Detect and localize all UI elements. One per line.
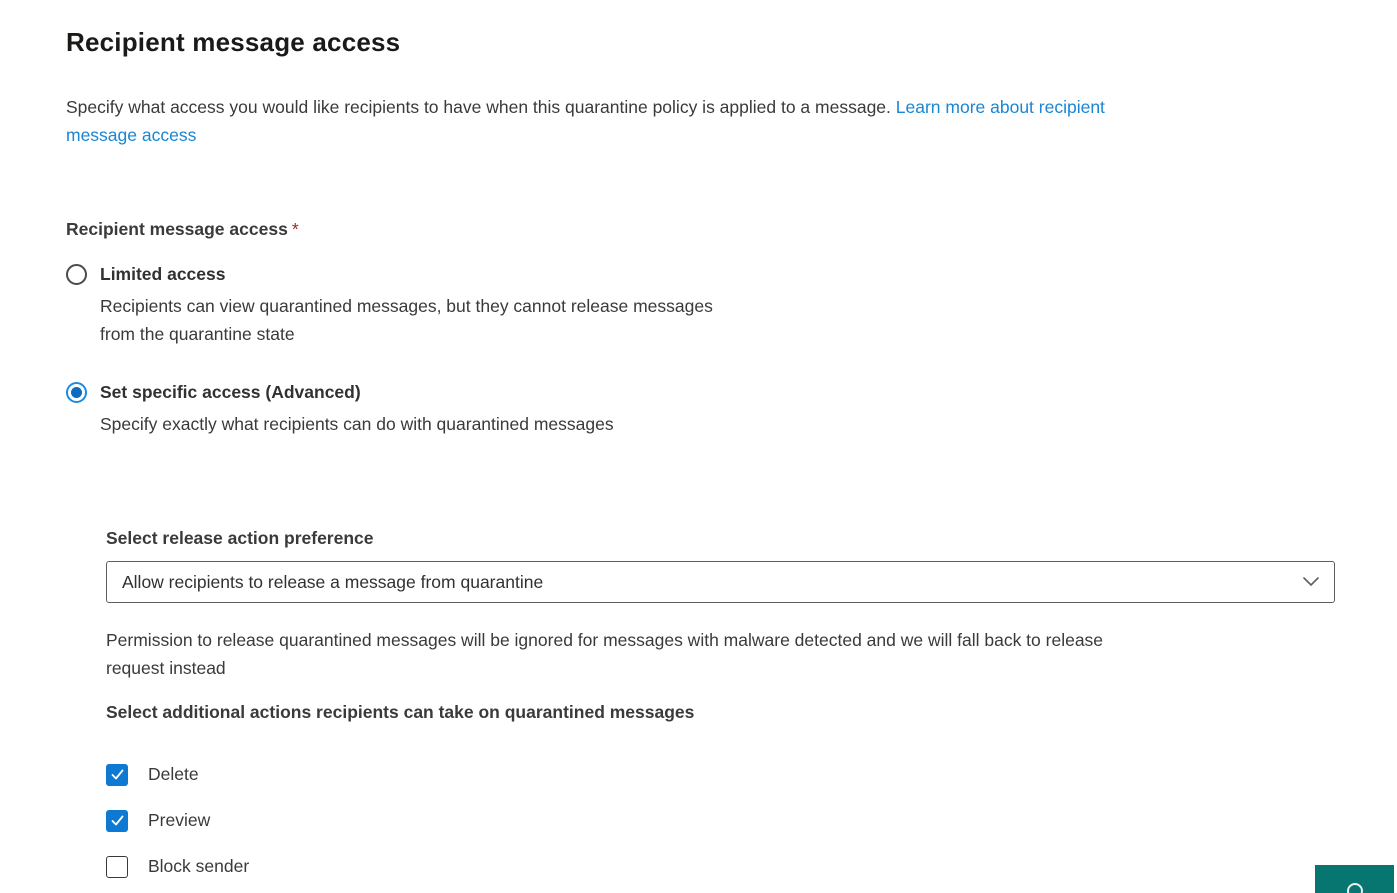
checkbox-row-preview[interactable] [106,810,1397,832]
radio-set-specific-access-label[interactable]: Set specific access (Advanced) [100,382,361,402]
intro-text: Specify what access you would like recipients to have when this quarantine policy is applied to a message. [66,97,896,117]
recipient-access-field-label: Recipient message access * [66,219,299,239]
intro-paragraph [66,93,1336,149]
release-preference-selected-value: Allow recipients to release a message from quarantine [122,571,544,592]
checkbox-checked-icon[interactable] [106,764,128,786]
radio-set-specific-access[interactable] [66,380,1397,438]
checkbox-preview-label[interactable]: Preview [148,810,211,830]
release-preference-label: Select release action preference [106,528,374,548]
checkbox-block-sender-label[interactable]: Block sender [148,856,250,876]
checkmark-icon [110,767,125,782]
additional-actions-checkbox-group [106,764,1397,878]
checkbox-unchecked-icon[interactable] [106,856,128,878]
radio-unselected-icon[interactable] [66,264,87,285]
malware-fallback-note: Permission to release quarantined messages will be ignored for messages with malware detected and we will fall back to release request instead [106,630,1104,678]
chevron-down-icon[interactable] [1303,577,1319,587]
advanced-access-subsection [106,526,1397,878]
checkmark-icon [110,813,125,828]
radio-selected-icon[interactable] [66,382,87,403]
additional-actions-label: Select additional actions recipients can take on quarantined messages [106,701,695,722]
radio-limited-access[interactable] [66,262,1397,348]
required-asterisk: * [291,219,299,239]
checkbox-row-block-sender[interactable] [106,856,1397,878]
checkbox-checked-icon[interactable] [106,810,128,832]
page-title: Recipient message access [66,27,401,57]
help-button[interactable] [1315,865,1394,893]
learn-more-link[interactable]: Learn more about recipient message access [66,97,1105,145]
radio-limited-access-label[interactable]: Limited access [100,264,226,284]
recipient-access-radio-group [66,262,1397,438]
checkbox-delete-label[interactable]: Delete [148,764,199,784]
release-preference-dropdown[interactable] [106,561,1335,603]
radio-limited-access-description: Recipients can view quarantined messages, but they cannot release messages from the quarantine state [100,296,713,344]
help-icon [1347,883,1363,893]
radio-set-specific-access-description: Specify exactly what recipients can do with quarantined messages [100,414,614,434]
checkbox-row-delete[interactable] [106,764,1397,786]
